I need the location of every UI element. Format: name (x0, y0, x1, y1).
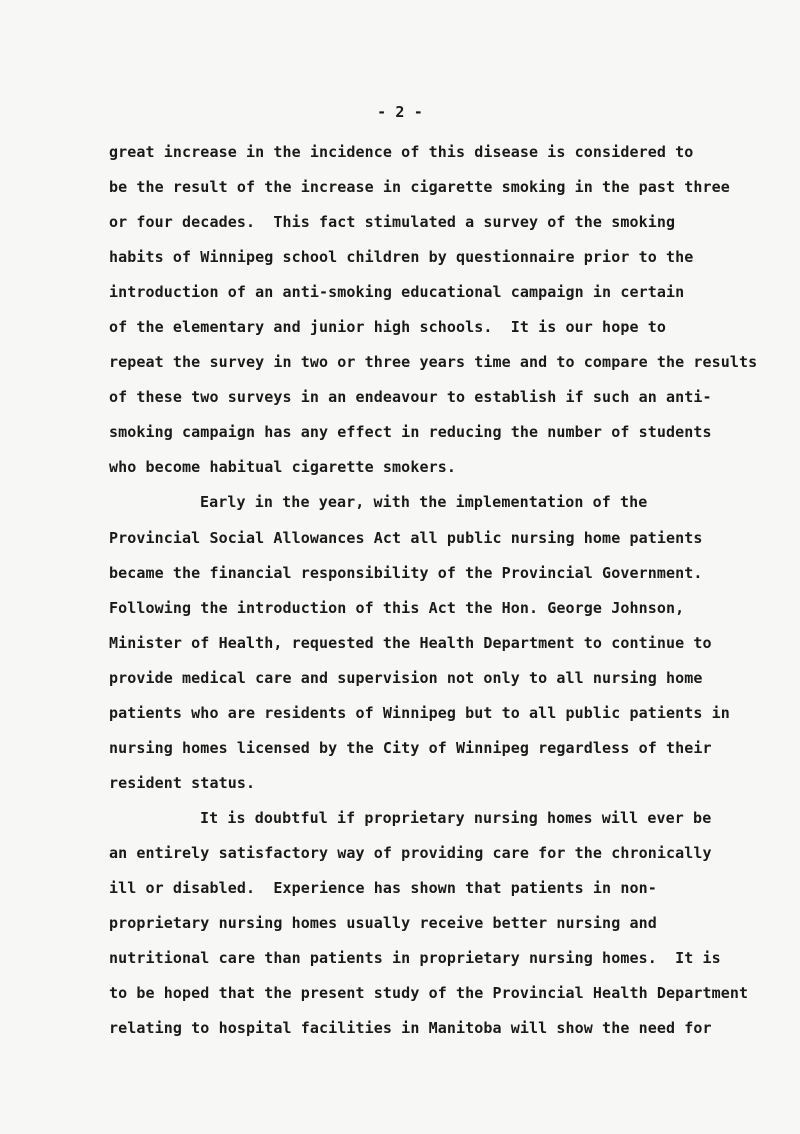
text-line: provide medical care and supervision not only to all nursing home (109, 669, 703, 687)
text-line: or four decades. This fact stimulated a survey of the smoking (109, 213, 676, 231)
text-line: habits of Winnipeg school children by questionnaire prior to the (109, 248, 694, 266)
text-line: great increase in the incidence of this disease is considered to (109, 143, 694, 161)
text-line: Minister of Health, requested the Health Department to continue to (109, 634, 712, 652)
text-line: of these two surveys in an endeavour to establish if such an anti- (109, 388, 712, 406)
text-line: relating to hospital facilities in Manitoba will show the need for (109, 1019, 712, 1037)
text-line: Provincial Social Allowances Act all public nursing home patients (109, 529, 703, 547)
text-line: an entirely satisfactory way of providing care for the chronically (109, 844, 712, 862)
text-line: of the elementary and junior high schools. It is our hope to (109, 318, 666, 336)
text-line: became the financial responsibility of the Provincial Government. (109, 564, 703, 582)
text-line: nutritional care than patients in proprietary nursing homes. It is (109, 949, 721, 967)
text-line: proprietary nursing homes usually receive better nursing and (109, 914, 657, 932)
text-line: nursing homes licensed by the City of Winnipeg regardless of their (109, 739, 712, 757)
text-line: patients who are residents of Winnipeg but to all public patients in (109, 704, 730, 722)
text-line: who become habitual cigarette smokers. (109, 458, 456, 476)
text-line: introduction of an anti-smoking educational campaign in certain (109, 283, 685, 301)
text-line: smoking campaign has any effect in reducing the number of students (109, 423, 712, 441)
text-line: be the result of the increase in cigarette smoking in the past three (109, 178, 730, 196)
text-line: resident status. (109, 774, 256, 792)
text-line: ill or disabled. Experience has shown that patients in non- (109, 879, 657, 897)
page-number: - 2 - (377, 103, 423, 121)
text-line: to be hoped that the present study of the Provincial Health Department (109, 984, 749, 1002)
text-line: It is doubtful if proprietary nursing homes will ever be (200, 809, 712, 827)
text-line: repeat the survey in two or three years time and to compare the results (109, 353, 758, 371)
text-line: Following the introduction of this Act the Hon. George Johnson, (109, 599, 685, 617)
text-line: Early in the year, with the implementation of the (200, 493, 648, 511)
